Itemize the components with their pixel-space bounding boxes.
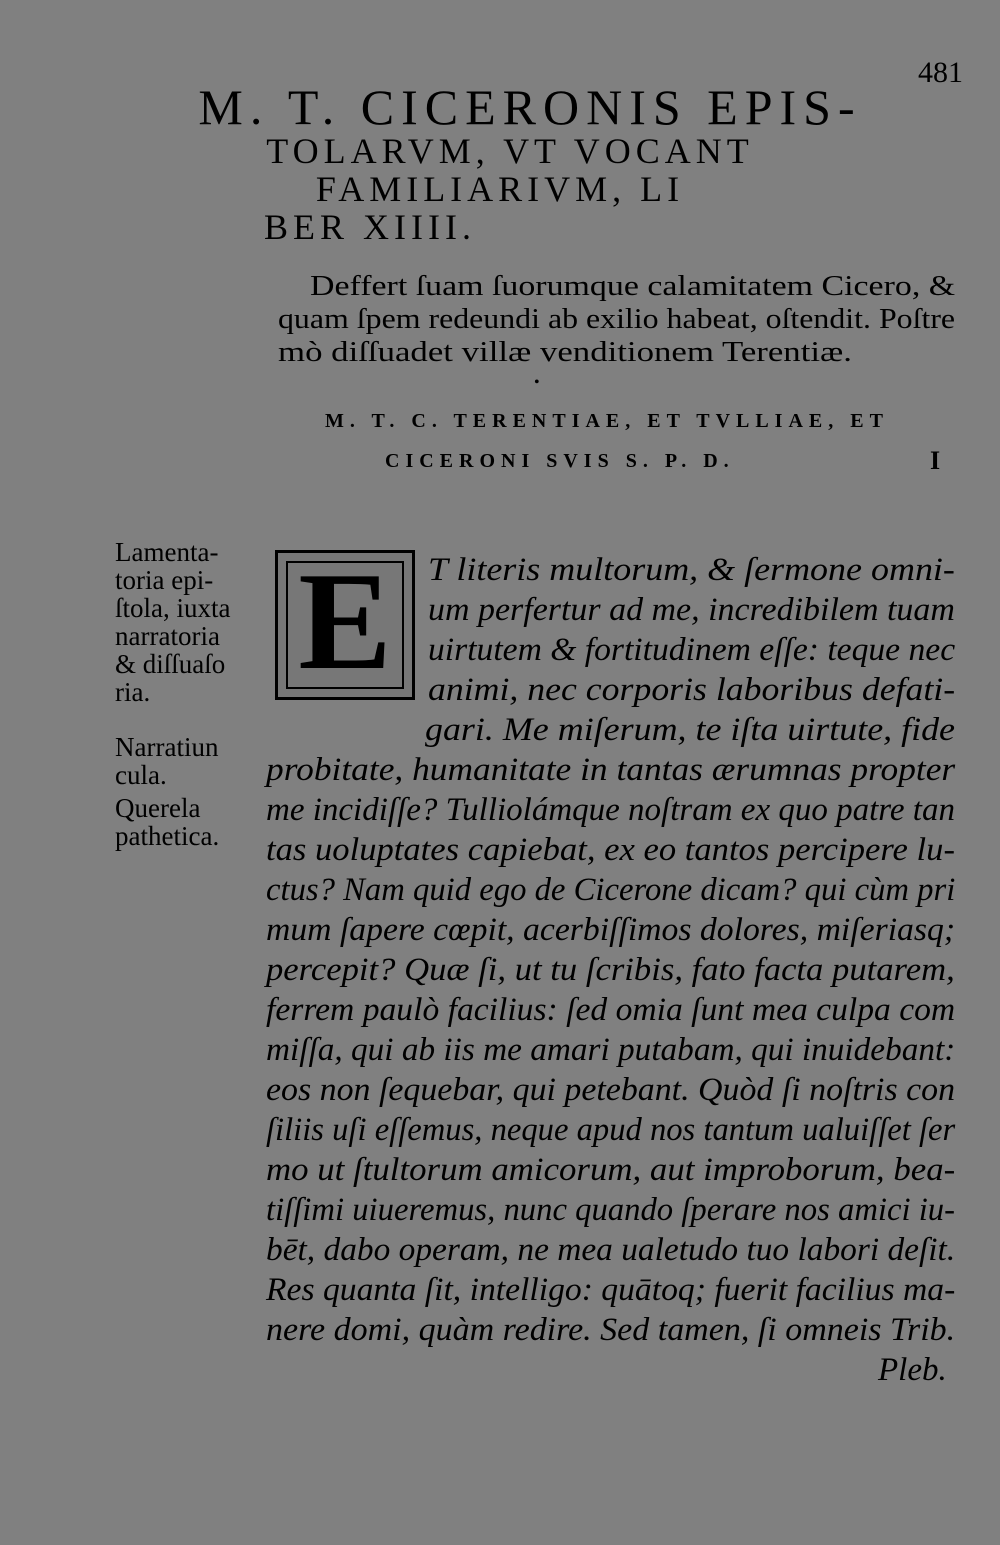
letter-line: uirtutem & fortitudinem eſſe: teque nec [428, 632, 956, 668]
address-line: M. T. C. TERENTIAE, ET TVLLIAE, ET [325, 410, 889, 432]
letter-line: animi, nec corporis laboribus defati- [428, 672, 956, 708]
margin-note: Querela pathetica. [115, 793, 220, 851]
title-line-1: M. T. CICERONIS EPIS- [198, 79, 862, 135]
summary-line: mò diſſuadet villæ venditionem Terentiæ. [278, 336, 852, 368]
drop-initial-frame [275, 544, 415, 700]
letter-line: ſiliis uſi eſſemus, neque apud nos tantum ualuiſſet ſer [266, 1112, 956, 1148]
title-line-4: BER XIIII. [264, 207, 476, 247]
letter-line: nere domi, quàm redire. Sed tamen, ſi omneis Trib. [266, 1312, 956, 1348]
summary-line: quam ſpem redeundi ab exilio habeat, oſtendit. Poſtre [278, 303, 956, 335]
letter-line: tiſſimi uiueremus, nunc quando ſperare nos amici iu- [266, 1192, 956, 1228]
address-line: CICERONI SVIS S. P. D. [385, 450, 735, 472]
letter-line: Pleb. [878, 1352, 947, 1388]
letter-line: probitate, humanitate in tantas ærumnas propter [266, 752, 956, 788]
letter-line: ferrem paulò facilius: ſed omia ſunt mea culpa com [266, 992, 956, 1028]
letter-line: me incidiſſe? Tulliolámque noſtram ex quo patre tan [266, 792, 955, 828]
title-line-3: FAMILIARIVM, LI [315, 169, 685, 209]
summary-line: Deffert ſuam ſuorumque calamitatem Cicero, & [310, 270, 956, 302]
letter-line: um perfertur ad me, incredibilem tuam [428, 592, 955, 628]
margin-note: Lamenta- toria epi- ſtola, iuxta narratoria & diſſuaſo ria. [115, 537, 231, 707]
drop-initial-letter: E [298, 544, 392, 699]
address-mark: I [930, 446, 941, 475]
letter-line: T literis multorum, & ſermone omni- [428, 552, 955, 588]
letter-line: bēt, dabo operam, ne mea ualetudo tuo labori deſit. [266, 1232, 956, 1268]
title-line-2: TOLARVM, VT VOCANT [266, 131, 754, 171]
letter-line: ctus? Nam quid ego de Cicerone dicam? qui cùm pri [266, 872, 956, 908]
margin-note: Narratiun cula. [115, 732, 219, 790]
ornament-dot: • [534, 374, 540, 391]
letter-line: percepit? Quæ ſi, ut tu ſcribis, fato facta putarem, [266, 952, 955, 988]
letter-line: gari. Me miſerum, te iſta uirtute, fide [425, 712, 956, 748]
letter-line: Res quanta ſit, intelligo: quātoq; fuerit facilius ma- [266, 1272, 956, 1308]
page-number: 481 [918, 56, 963, 89]
letter-line: eos non ſequebar, qui petebant. Quòd ſi noſtris con [266, 1072, 956, 1108]
letter-line: mum ſapere cœpit, acerbiſſimos dolores, miſeriasq; [266, 912, 956, 948]
letter-line: tas uoluptates capiebat, ex eo tantos percipere lu- [266, 832, 955, 868]
letter-line: mo ut ſtultorum amicorum, aut improborum, bea- [266, 1152, 956, 1188]
letter-line: miſſa, qui ab iis me amari putabam, qui inuidebant: [266, 1032, 956, 1068]
